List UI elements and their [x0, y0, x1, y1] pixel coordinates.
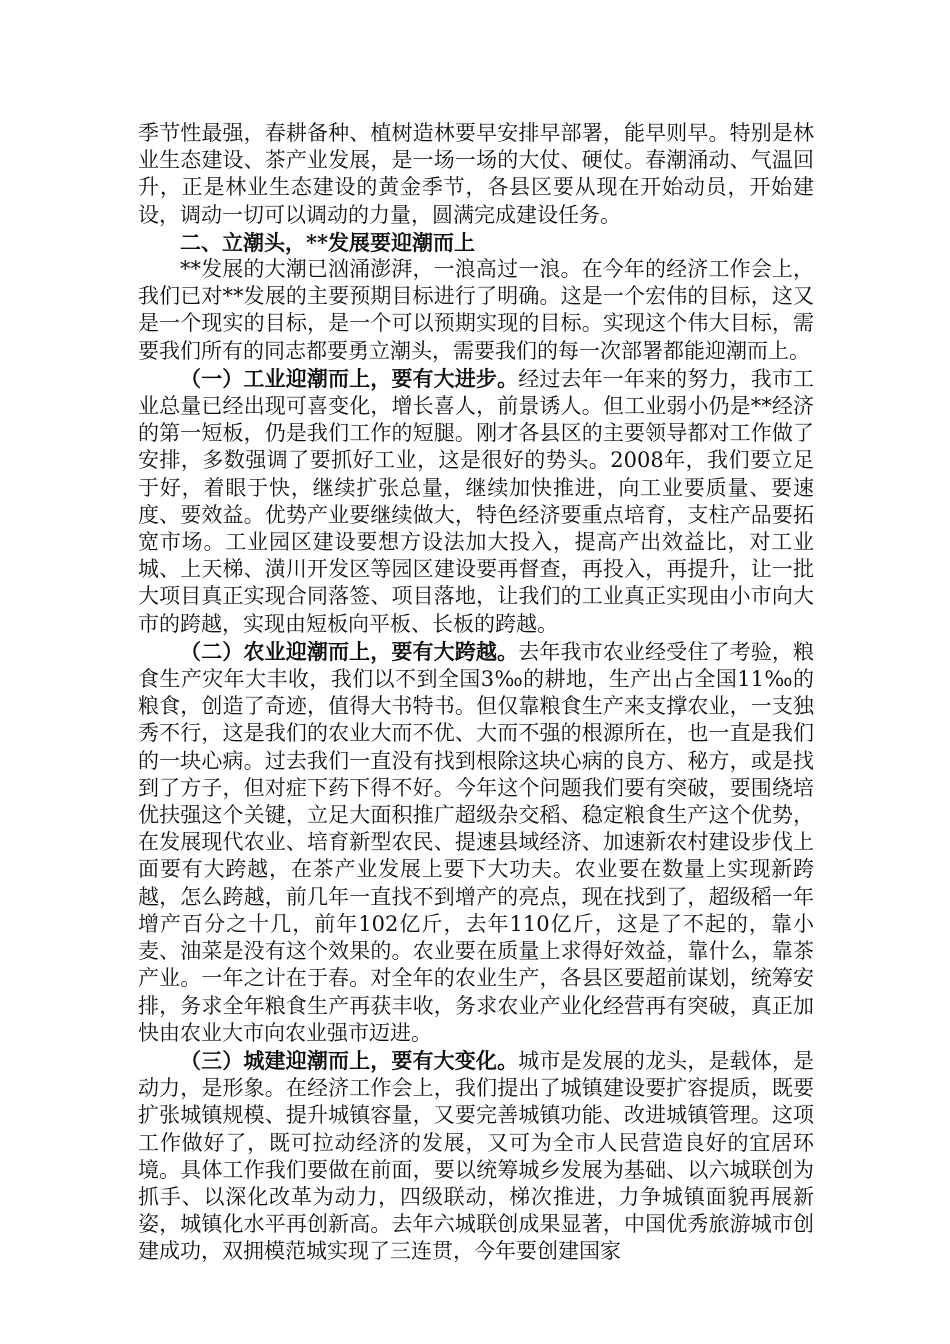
paragraph-agriculture	[138, 638, 814, 1047]
subheading-agriculture: （二）农业迎潮而上，要有大跨越。	[180, 638, 519, 664]
paragraph-intro: **发展的大潮已汹涌澎湃，一浪高过一浪。在今年的经济工作会上，我们已对**发展的主要预期目标进行了明确。这是一个宏伟的目标，这又是一个现实的目标，是一个可以预期实现的目标。实现这个伟大目标，需要我们所有的同志都要勇立潮头，需要我们的每一次部署都能迎潮而上。	[138, 257, 814, 363]
subheading-industry: （一）工业迎潮而上，要有大进步。	[180, 365, 519, 391]
paragraph-urban-body: 城市是发展的龙头，是载体，是动力，是形象。在经济工作会上，我们提出了城镇建设要扩容提质，既要扩张城镇规模、提升城镇容量，又要完善城镇功能、改进城镇管理。这项工作做好了，既可拉动经济的发展，又可为全市人民营造良好的宜居环境。具体工作我们要做在前面，要以统筹城乡发展为基础、以六城联创为抓手、以深化改革为动力，四级联动，梯次推进，力争城镇面貌再展新姿，城镇化水平再创新高。去年六城联创成果显著，中国优秀旅游城市创建成功，双拥模范城实现了三连贯，今年要创建国家	[138, 1048, 815, 1264]
paragraph-industry-body: 经过去年一年来的努力，我市工业总量已经出现可喜变化，增长喜人，前景诱人。但工业弱小仍是**经济的第一短板，仍是我们工作的短腿。刚才各县区的主要领导都对工作做了安排，多数强调了要抓好工业，这是很好的势头。2008年，我们要立足于好，着眼于快，继续扩张总量，继续加快推进，向工业要质量、要速度、要效益。优势产业要继续做大，特色经济要重点培育，支柱产品要拓宽市场。工业园区建设要想方设法加大投入，提高产出效益比，对工业城、上天梯、潢川开发区等园区建设要再督查，再投入，再提升，让一批大项目真正实现合同落签、项目落地，让我们的工业真正实现由小市向大市的跨越，实现由短板向平板、长板的跨越。	[138, 366, 815, 636]
section-heading-2: 二、立潮头，**发展要迎潮而上	[180, 229, 475, 255]
paragraph-continuation: 季节性最强，春耕备种、植树造林要早安排早部署，能早则早。特别是林业生态建设、茶产业发展，是一场一场的大仗、硬仗。春潮涌动、气温回升，正是林业生态建设的黄金季节，各县区要从现在开始动员，开始建设，调动一切可以调动的力量，圆满完成建设任务。	[138, 121, 814, 227]
document-page	[138, 120, 814, 1266]
paragraph-agriculture-body: 去年我市农业经受住了考验，粮食生产灾年大丰收，我们以不到全国3‰的耕地，生产出占全国11‰的粮食，创造了奇迹，值得大书特书。但仅靠粮食生产来支撑农业，一支独秀不行，这是我们的农业大而不优、大而不强的根源所在，也一直是我们的一块心病。过去我们一直没有找到根除这块心病的良方、秘方，或是找到了方子，但对症下药下得不好。今年这个问题我们要有突破，要围绕培优扶强这个关键，立足大面积推广超级杂交稻、稳定粮食生产这个优势，在发展现代农业、培育新型农民、提速县域经济、加速新农村建设步伐上面要有大跨越，在茶产业发展上要下大功夫。农业要在数量上实现新跨越，怎么跨越，前几年一直找不到增产的亮点，现在找到了，超级稻一年增产百分之十几，前年102亿斤，去年110亿斤，这是了不起的，靠小麦、油菜是没有这个效果的。农业要在质量上求得好效益，靠什么，靠茶产业。一年之计在于春。对全年的农业生产，各县区要超前谋划，统筹安排，务求全年粮食生产再获丰收，务求农业产业化经营再有突破，真正加快由农业大市向农业强市迈进。	[138, 639, 815, 1045]
subheading-urban: （三）城建迎潮而上，要有大变化。	[180, 1047, 519, 1073]
paragraph-urban	[138, 1047, 814, 1266]
paragraph-industry	[138, 365, 814, 638]
